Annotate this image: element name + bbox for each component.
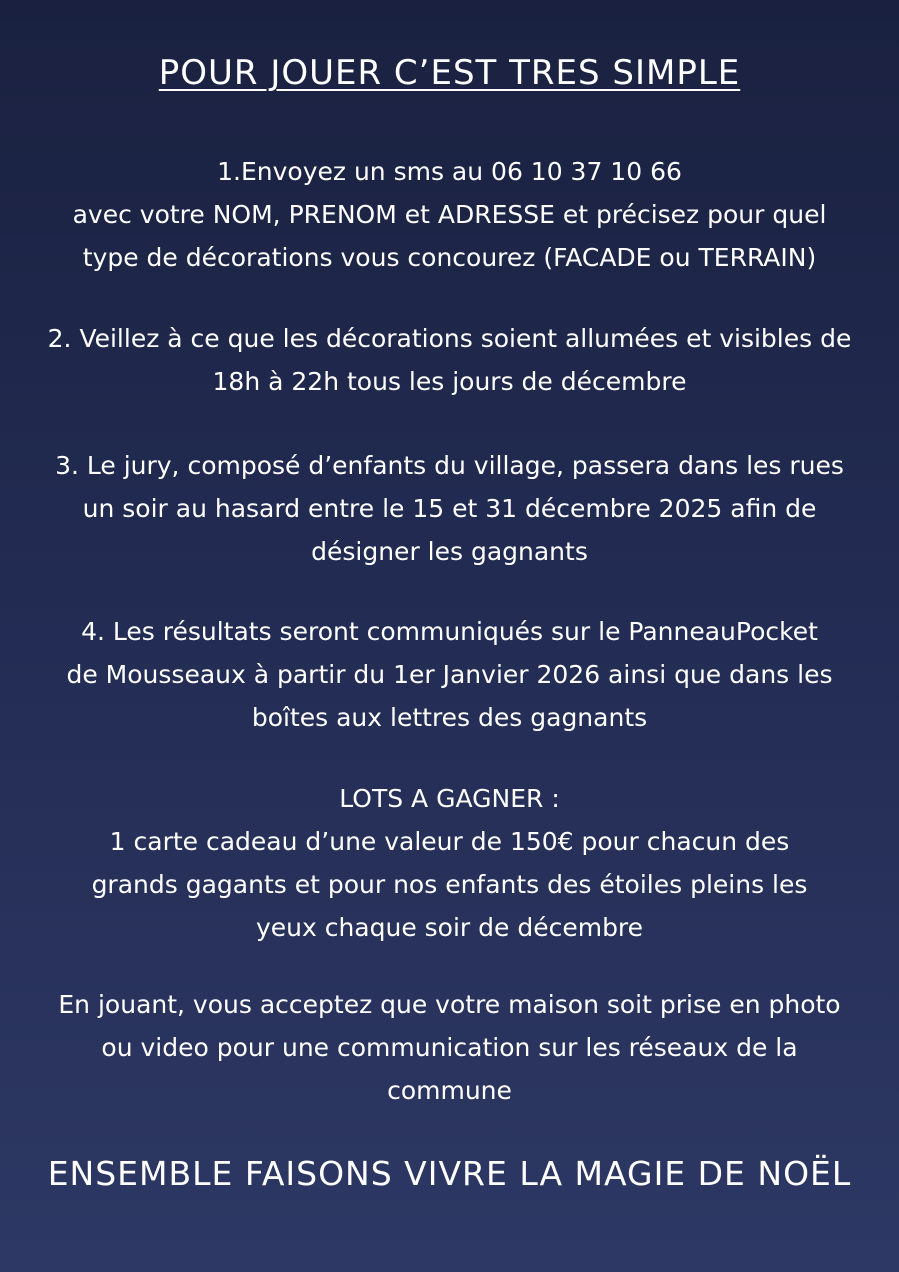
step-1-line-1: 1.Envoyez un sms au 06 10 37 10 66 [217, 157, 682, 186]
page-title-text: POUR JOUER C’EST TRES SIMPLE [158, 53, 741, 93]
prizes-section [30, 777, 869, 949]
step-4-line-3: boîtes aux lettres des gagnants [251, 703, 648, 732]
step-4-line-1: 4. Les résultats seront communiqués sur le PanneauPocket [81, 617, 818, 646]
consent-line-2: ou video pour une communication sur les réseaux de la [101, 1033, 798, 1062]
step-1-line-3: type de décorations vous concourez (FACADE ou TERRAIN) [82, 243, 817, 272]
step-3-line-2: un soir au hasard entre le 15 et 31 décembre 2025 afin de [82, 494, 817, 523]
prizes-line-2: grands gagants et pour nos enfants des étoiles pleins les [91, 870, 808, 899]
step-4 [30, 610, 869, 739]
step-2-line-1: 2. Veillez à ce que les décorations soient allumées et visibles de [47, 324, 852, 353]
consent-line-3: commune [387, 1076, 512, 1105]
step-2 [30, 317, 869, 403]
step-2-line-2: 18h à 22h tous les jours de décembre [212, 367, 687, 396]
step-1 [30, 150, 869, 279]
footer-slogan: ENSEMBLE FAISONS VIVRE LA MAGIE DE NOËL [47, 1154, 852, 1193]
prizes-heading: LOTS A GAGNER : [339, 784, 560, 813]
step-3-line-3: désigner les gagnants [311, 537, 588, 566]
step-1-line-2: avec votre NOM, PRENOM et ADRESSE et précisez pour quel [72, 200, 827, 229]
step-4-line-2: de Mousseaux à partir du 1er Janvier 2026 ainsi que dans les [66, 660, 833, 689]
step-3 [30, 444, 869, 573]
prizes-line-3: yeux chaque soir de décembre [255, 913, 644, 942]
step-3-line-1: 3. Le jury, composé d’enfants du village, passera dans les rues [55, 451, 844, 480]
consent-notice [30, 983, 869, 1112]
page-title [0, 50, 899, 96]
prizes-line-1: 1 carte cadeau d’une valeur de 150€ pour chacun des [109, 827, 790, 856]
consent-line-1: En jouant, vous acceptez que votre maison soit prise en photo [58, 990, 841, 1019]
